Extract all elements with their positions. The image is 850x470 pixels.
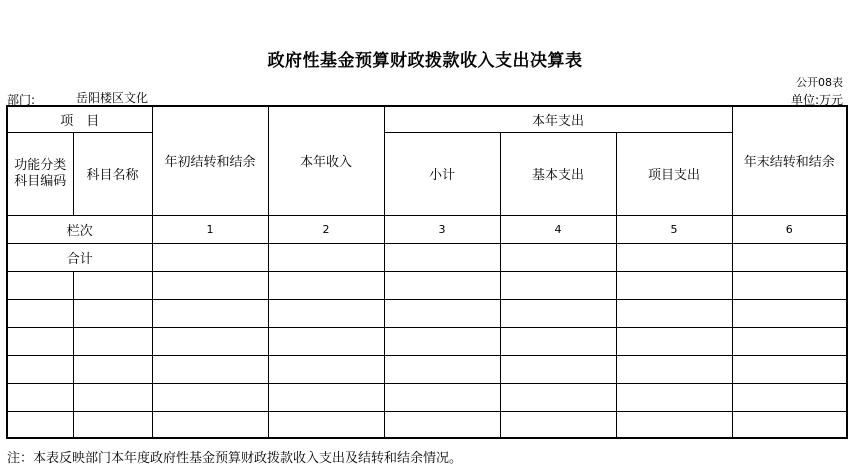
total-row-label: 合计	[7, 243, 152, 271]
header-current-expense: 本年支出	[384, 106, 732, 132]
column-number: 1	[152, 215, 268, 243]
footnote: 注：本表反映部门本年度政府性基金预算财政拨款收入支出及结转和结余情况。	[7, 451, 463, 466]
column-number: 5	[616, 215, 732, 243]
table-row	[7, 299, 847, 327]
department-value: 岳阳楼区文化	[76, 91, 149, 105]
table-row	[7, 383, 847, 411]
header-opening-balance: 年初结转和结余	[152, 106, 268, 215]
table-row	[7, 411, 847, 438]
table-cell	[500, 243, 616, 271]
column-number-label: 栏次	[7, 215, 152, 243]
budget-table	[6, 105, 848, 439]
column-number: 4	[500, 215, 616, 243]
table-cell	[732, 243, 847, 271]
header-current-income: 本年收入	[268, 106, 384, 215]
department-label: 部门:	[7, 93, 36, 107]
table-cell	[268, 243, 384, 271]
report-title: 政府性基金预算财政拨款收入支出决算表	[267, 51, 583, 71]
header-subject-name: 科目名称	[73, 132, 152, 215]
column-number: 6	[732, 215, 847, 243]
table-cell	[616, 243, 732, 271]
header-func-code: 功能分类科目编码	[7, 132, 73, 215]
column-number: 2	[268, 215, 384, 243]
header-closing-balance: 年末结转和结余	[732, 106, 847, 215]
form-code: 公开08表	[796, 76, 843, 89]
table-row	[7, 271, 847, 299]
header-basic-expense: 基本支出	[500, 132, 616, 215]
header-subtotal: 小计	[384, 132, 500, 215]
unit-label: 单位:万元	[790, 93, 843, 107]
table-row	[7, 355, 847, 383]
header-project-expense: 项目支出	[616, 132, 732, 215]
header-item: 项 目	[7, 106, 152, 132]
table-cell	[152, 243, 268, 271]
table-cell	[384, 243, 500, 271]
table-row	[7, 327, 847, 355]
column-number: 3	[384, 215, 500, 243]
